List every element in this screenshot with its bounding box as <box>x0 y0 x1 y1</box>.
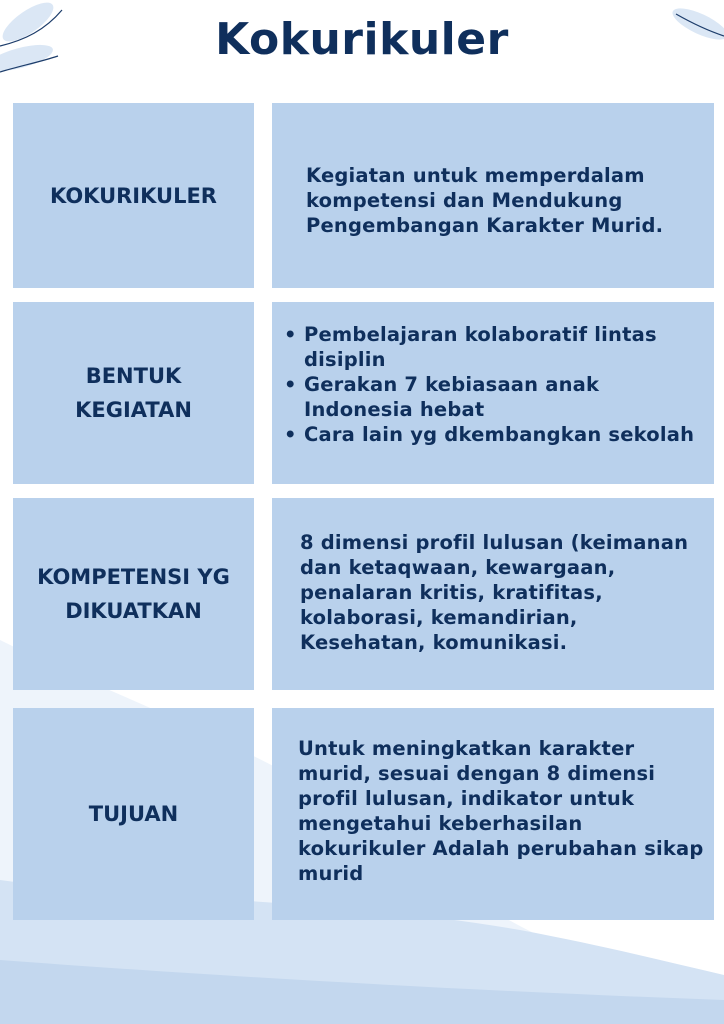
list-item: • Pembelajaran kolaboratif lintas disiplin <box>282 322 704 372</box>
row-label-bentuk-kegiatan <box>13 302 254 484</box>
row-content-kokurikuler <box>272 103 714 288</box>
row-label-text: BENTUK KEGIATAN <box>75 364 192 422</box>
row-label-kokurikuler <box>13 103 254 288</box>
row-content-tujuan <box>272 708 714 920</box>
row-description: Untuk meningkatkan karakter murid, sesuai dengan 8 dimensi profil lulusan, indikator untuk mengetahui keberhasilan kokurikuler Adalah perubahan sikap murid <box>298 737 704 885</box>
list-item: • Cara lain yg dkembangkan sekolah <box>282 422 704 447</box>
row-label-text: KOKURIKULER <box>50 183 217 208</box>
row-content-kompetensi <box>272 498 714 690</box>
row-description: 8 dimensi profil lulusan (keimanan dan ketaqwaan, kewargaan, penalaran kritis, kratifitas, kolaborasi, kemandirian, Kesehatan, komunikasi. <box>300 531 689 654</box>
row-label-kompetensi <box>13 498 254 690</box>
list-item: • Gerakan 7 kebiasaan anak Indonesia hebat <box>282 372 704 422</box>
row-label-text: TUJUAN <box>88 802 179 826</box>
activity-list <box>282 322 704 447</box>
row-label-text: KOMPETENSI YG DIKUATKAN <box>37 565 230 623</box>
row-content-bentuk-kegiatan <box>272 302 714 484</box>
row-label-tujuan <box>13 708 254 920</box>
row-description: Kegiatan untuk memperdalam kompetensi dan Mendukung Pengembangan Karakter Murid. <box>306 164 664 237</box>
page-title: Kokurikuler <box>215 14 509 65</box>
